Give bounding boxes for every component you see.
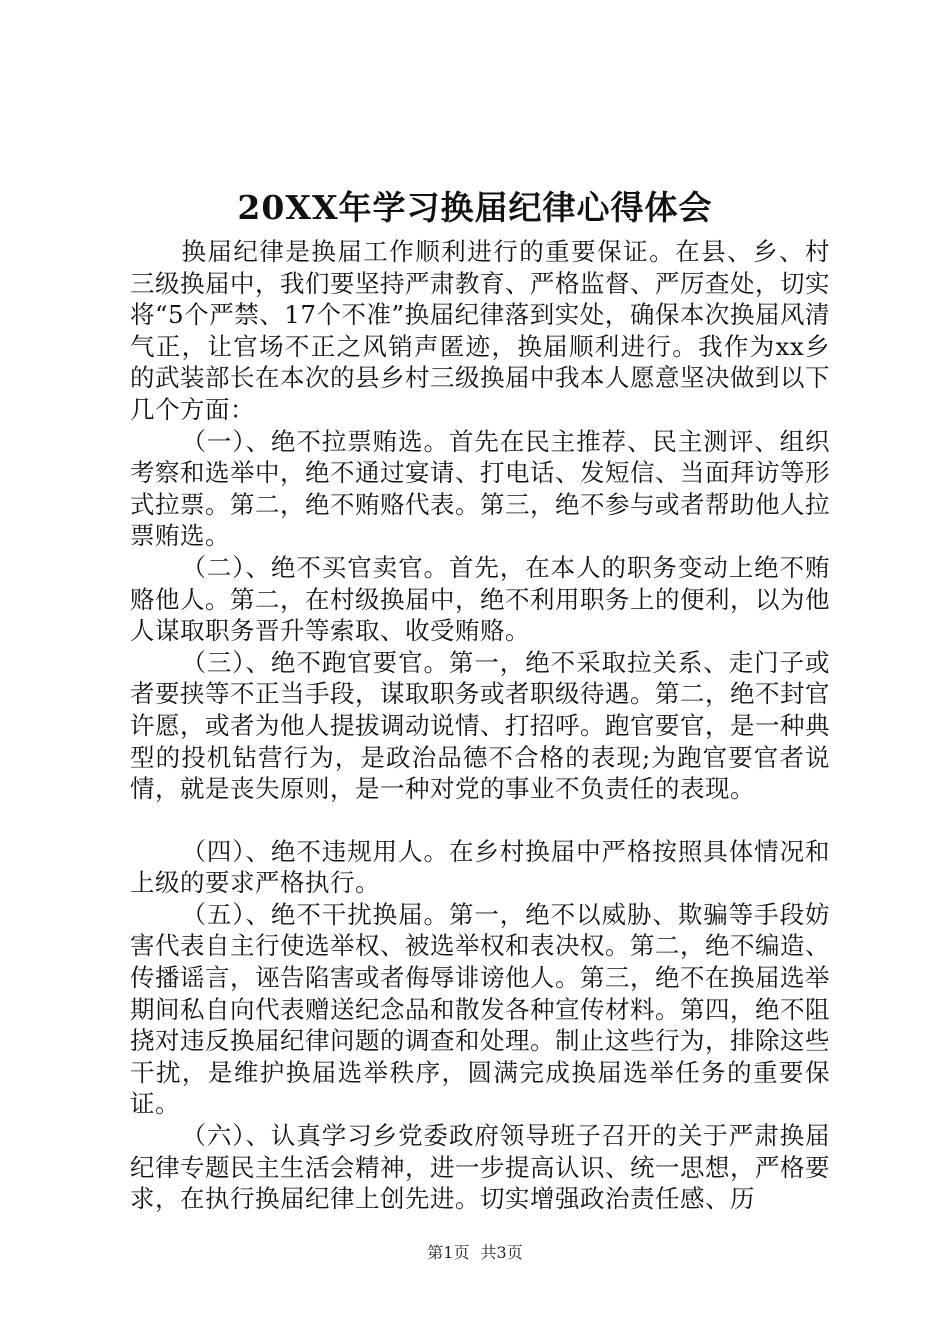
paragraph-intro: 换届纪律是换届工作顺利进行的重要保证。在县、乡、村三级换届中，我们要坚持严肃教育、严格监督、严厉查处，切实将“5个严禁、17个不准”换届纪律落到实处，确保本次换届风清气正，让官场不正之风销声匿迹，换届顺利进行。我作为xx乡的武装部长在本次的县乡村三级换届中我本人愿意坚决做到以下几个方面： <box>130 237 830 424</box>
document-body <box>130 236 830 1215</box>
paragraph-item-1: （一）、绝不拉票贿选。首先在民主推荐、民主测评、组织考察和选举中，绝不通过宴请、打电话、发短信、当面拜访等形式拉票。第二，绝不贿赂代表。第三，绝不参与或者帮助他人拉票贿选。 <box>130 426 830 551</box>
document-title: 20XX年学习换届纪律心得体会 <box>237 188 713 227</box>
page-number: 第1页 <box>427 1243 470 1262</box>
paragraph-item-3: （三）、绝不跑官要官。第一，绝不采取拉关系、走门子或者要挟等不正当手段，谋取职务或者职级待遇。第二，绝不封官许愿，或者为他人提拔调动说情、打招呼。跑官要官，是一种典型的投机钻营行为，是政治品德不合格的表现;为跑官要官者说情，就是丧失原则，是一种对党的事业不负责任的表现。 <box>130 647 830 804</box>
paragraph-item-4: （四）、绝不违规用人。在乡村换届中严格按照具体情况和上级的要求严格执行。 <box>130 836 830 898</box>
paragraph-item-6: （六）、认真学习乡党委政府领导班子召开的关于严肃换届纪律专题民主生活会精神，进一步提高认识、统一思想，严格要求，在执行换届纪律上创先进。切实增强政治责任感、历 <box>130 1121 830 1214</box>
paragraph-item-5: （五）、绝不干扰换届。第一，绝不以威胁、欺骗等手段妨害代表自主行使选举权、被选举权和表决权。第二，绝不编造、传播谣言，诬告陷害或者侮辱诽谤他人。第三，绝不在换届选举期间私自向代表赠送纪念品和散发各种宣传材料。第四，绝不阻挠对违反换届纪律问题的调查和处理。制止这些行为，排除这些干扰，是维护换届选举秩序，圆满完成换届选举任务的重要保证。 <box>130 899 830 1119</box>
page-total: 共3页 <box>480 1243 523 1262</box>
page-footer <box>0 1242 950 1264</box>
paragraph-item-2: （二）、绝不买官卖官。首先，在本人的职务变动上绝不贿赂他人。第二，在村级换届中，绝不利用职务上的便利，以为他人谋取职务晋升等索取、收受贿赂。 <box>130 552 830 646</box>
